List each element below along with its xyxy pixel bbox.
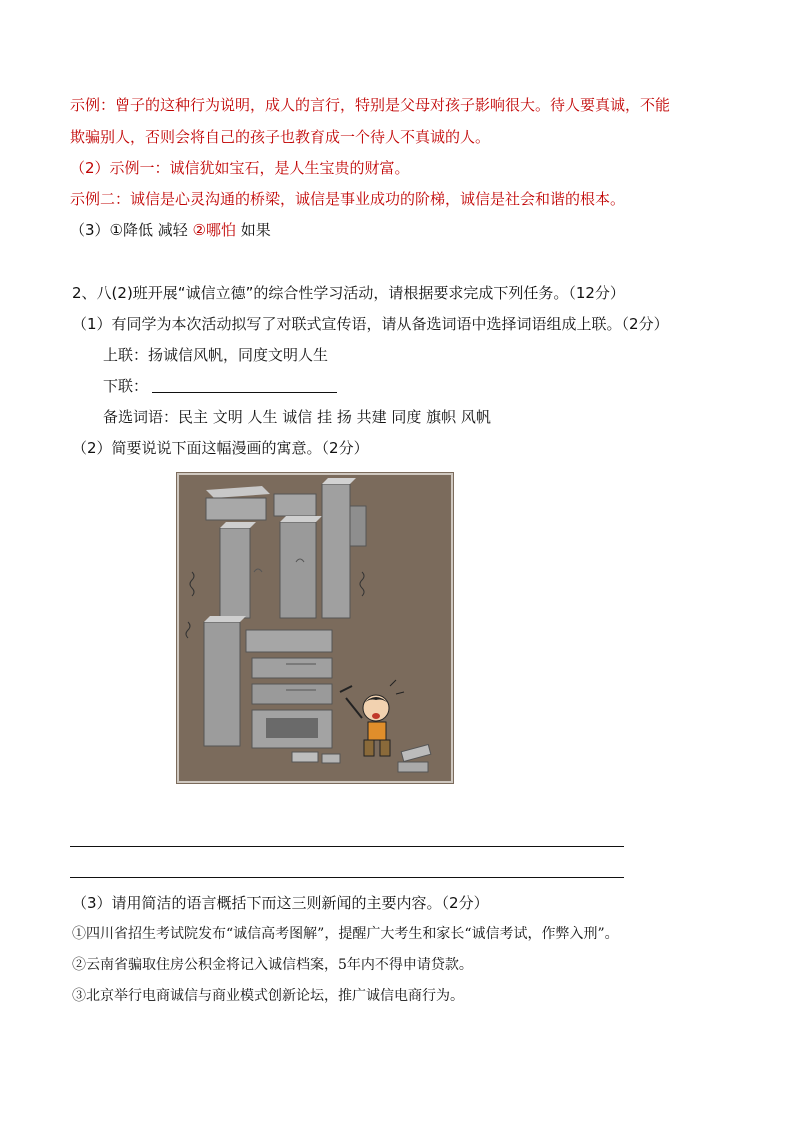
answer-ex3-suffix: 如果: [235, 221, 271, 239]
answer-blank[interactable]: [152, 378, 337, 393]
couplet-lower-label: 下联：: [103, 377, 149, 395]
question2-title: 2、八(2)班开展“诚信立德”的综合性学习活动，请根据要求完成下列任务。（12分）: [72, 284, 625, 302]
news-item-1: ①四川省招生考试院发布“诚信高考图解”，提醒广大考生和家长“诚信考试，作弊入刑”。: [72, 926, 619, 942]
news-item-2: ②云南省骗取住房公积金将记入诚信档案，5年内不得申请贷款。: [72, 957, 473, 973]
question2-sub1: （1）有同学为本次活动拟写了对联式宣传语，请从备选词语中选择词语组成上联。（2分）: [72, 315, 669, 333]
answer-line-2[interactable]: [70, 877, 624, 878]
integrity-cartoon: [176, 472, 454, 784]
answer-ex2-example1: （2）示例一：诚信犹如宝石，是人生宝贵的财富。: [70, 159, 410, 177]
question2-sub3: （3）请用简洁的语言概括下而这三则新闻的主要内容。（2分）: [72, 894, 489, 912]
answer-ex2-example2: 示例二：诚信是心灵沟通的桥梁，诚信是事业成功的阶梯，诚信是社会和谐的根本。: [70, 190, 626, 208]
answer-example1-line1: 示例：曾子的这种行为说明，成人的言行，特别是父母对孩子影响很大。待人要真诚，不能: [70, 96, 671, 114]
answer-line-1[interactable]: [70, 846, 624, 847]
answer-ex3-red: ②哪怕: [192, 221, 236, 239]
question2-sub2: （2）简要说说下面这幅漫画的寓意。（2分）: [72, 439, 369, 457]
news-item-3: ③北京举行电商诚信与商业模式创新论坛，推广诚信电商行为。: [72, 988, 464, 1004]
answer-ex3: [70, 220, 271, 240]
answer-ex3-prefix: （3）①降低 减轻: [70, 221, 193, 239]
stone-char-cheng: [206, 478, 366, 618]
answer-example1-line2: 欺骗别人，否则会将自己的孩子也教育成一个待人不真诚的人。: [70, 128, 491, 146]
couplet-lower: [103, 376, 337, 396]
couplet-upper: 上联：扬诚信风帆，同度文明人生: [103, 346, 329, 364]
word-options: 备选词语：民主 文明 人生 诚信 挂 扬 共建 同度 旗帜 风帆: [103, 408, 491, 426]
